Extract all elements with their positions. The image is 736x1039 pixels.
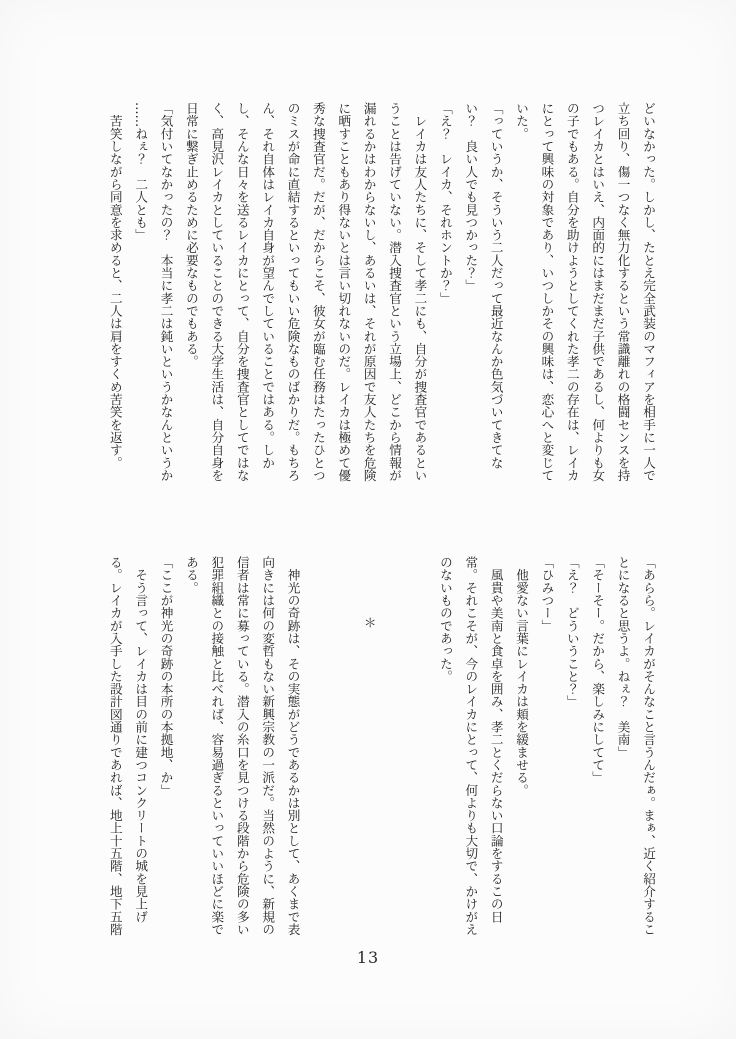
text-line: 「え？ レイカ、それホントか？」: [437, 102, 453, 305]
text-line: 「ここが神光の奇跡の本所の本拠地、か」: [158, 556, 174, 797]
text-line: 「あらら。レイカがそんなこと言うんだぁ。まぁ、近く紹介するこ: [641, 556, 656, 936]
page-number: 13: [356, 948, 380, 967]
text-line: 常。それこそが、今のレイカにとって、何よりも大切で、かけがえ: [463, 556, 479, 936]
text-line: し、そんな日々を送るレイカにとって、自分を捜査官としてではな: [234, 102, 250, 482]
text-line: 犯罪組織との接触と比べれば、容易過ぎるといっていいほどに楽で: [209, 556, 225, 936]
text-line: 「ひみつー」: [539, 556, 555, 632]
text-line: 漏れるかはわからないし、あるいは、それが原因で友人たちを危険: [361, 102, 377, 482]
text-line: に晒すこともあり得ないとは言い切れないのだ。レイカは極めて優: [336, 102, 352, 482]
text-line: 「っていうか、そういう二人だって最近なんか色気づいてきてな: [488, 102, 504, 469]
text-line: とになると思うよ。ねぇ？ 美南」: [615, 556, 631, 759]
text-line: いた。: [514, 102, 530, 140]
text-line: にとって興味の対象であり、いつしかその興味は、恋心へと変じて: [539, 102, 555, 482]
text-line: 「え？ どういうこと？」: [564, 556, 580, 708]
text-line: のミスが命に直結するといってもいい危険なものばかりだ。もちろ: [285, 102, 301, 482]
text-line: る。レイカが入手した設計図通りであれば、地上十五階、地下五階: [107, 556, 123, 936]
text-line: 「気付いてなかったの？ 本当に孝二は鈍いというかなんというか: [158, 102, 174, 482]
text-line: 立ち回り、傷一つなく無力化するという常識離れの格闘センスを持: [615, 102, 631, 482]
text-line: 信者は常に募っている。潜入の糸口を見つける段階から危険の多い: [234, 556, 250, 936]
blank-column: [306, 556, 331, 936]
text-line: 風貴や美南と食卓を囲み、孝二とくだらない口論をするこの日: [488, 556, 504, 923]
blank-column: [382, 556, 407, 936]
blank-column: [407, 556, 432, 936]
section-divider: ＊: [361, 616, 377, 629]
text-line: 「そーそー。だから、楽しみにしてて」: [590, 556, 606, 784]
text-line: のないものであった。: [437, 556, 453, 683]
text-line: つレイカとはいえ、内面的にはまだまだ子供であるし、何よりも女: [590, 102, 606, 482]
text-line: レイカは友人たちに、そして孝二にも、自分が捜査官であるとい: [412, 102, 428, 482]
text-line: ん、それ自体はレイカ自身が望んでしていることではある。しか: [260, 102, 276, 469]
text-line: 他愛ない言葉にレイカは頬を緩ませる。: [514, 556, 530, 797]
text-line: ある。: [183, 556, 199, 594]
text-line: 苦笑しながら同意を求めると、二人は肩をすくめ苦笑を返す。: [107, 102, 123, 469]
text-line: い？ 良い人でも見つかった？」: [463, 102, 479, 292]
text-line: 向きには何の変哲もない新興宗教の一派だ。当然のように、新規の: [260, 556, 276, 936]
text-line: 日常に繋ぎ止めるために必要なものでもある。: [183, 102, 199, 368]
narrative-text-block-bottom: [102, 556, 661, 936]
text-line: 神光の奇跡は、その実態がどうであるかは別として、あくまで表: [285, 556, 301, 936]
text-line: そう言って、レイカは目の前に建つコンクリートの城を見上げ: [133, 556, 149, 923]
text-line: うことは告げていない。潜入捜査官という立場上、どこから情報が: [387, 102, 403, 482]
blank-column: [331, 556, 356, 936]
text-line: の子でもある。自分を助けようとしてくれた孝二の存在は、レイカ: [564, 102, 580, 482]
text-line: ……ねぇ？ 二人とも」: [133, 102, 149, 242]
text-line: 秀な捜査官だ。だが、だからこそ、彼女が臨む任務はたったひとつ: [310, 102, 326, 482]
text-line: どいなかった。しかし、たとえ完全武装のマフィアを相手に一人で: [641, 102, 656, 482]
text-line: く、高見沢レイカとしていることのできる大学生活は、自分自身を: [209, 102, 225, 482]
narrative-text-block-top: [102, 102, 661, 482]
